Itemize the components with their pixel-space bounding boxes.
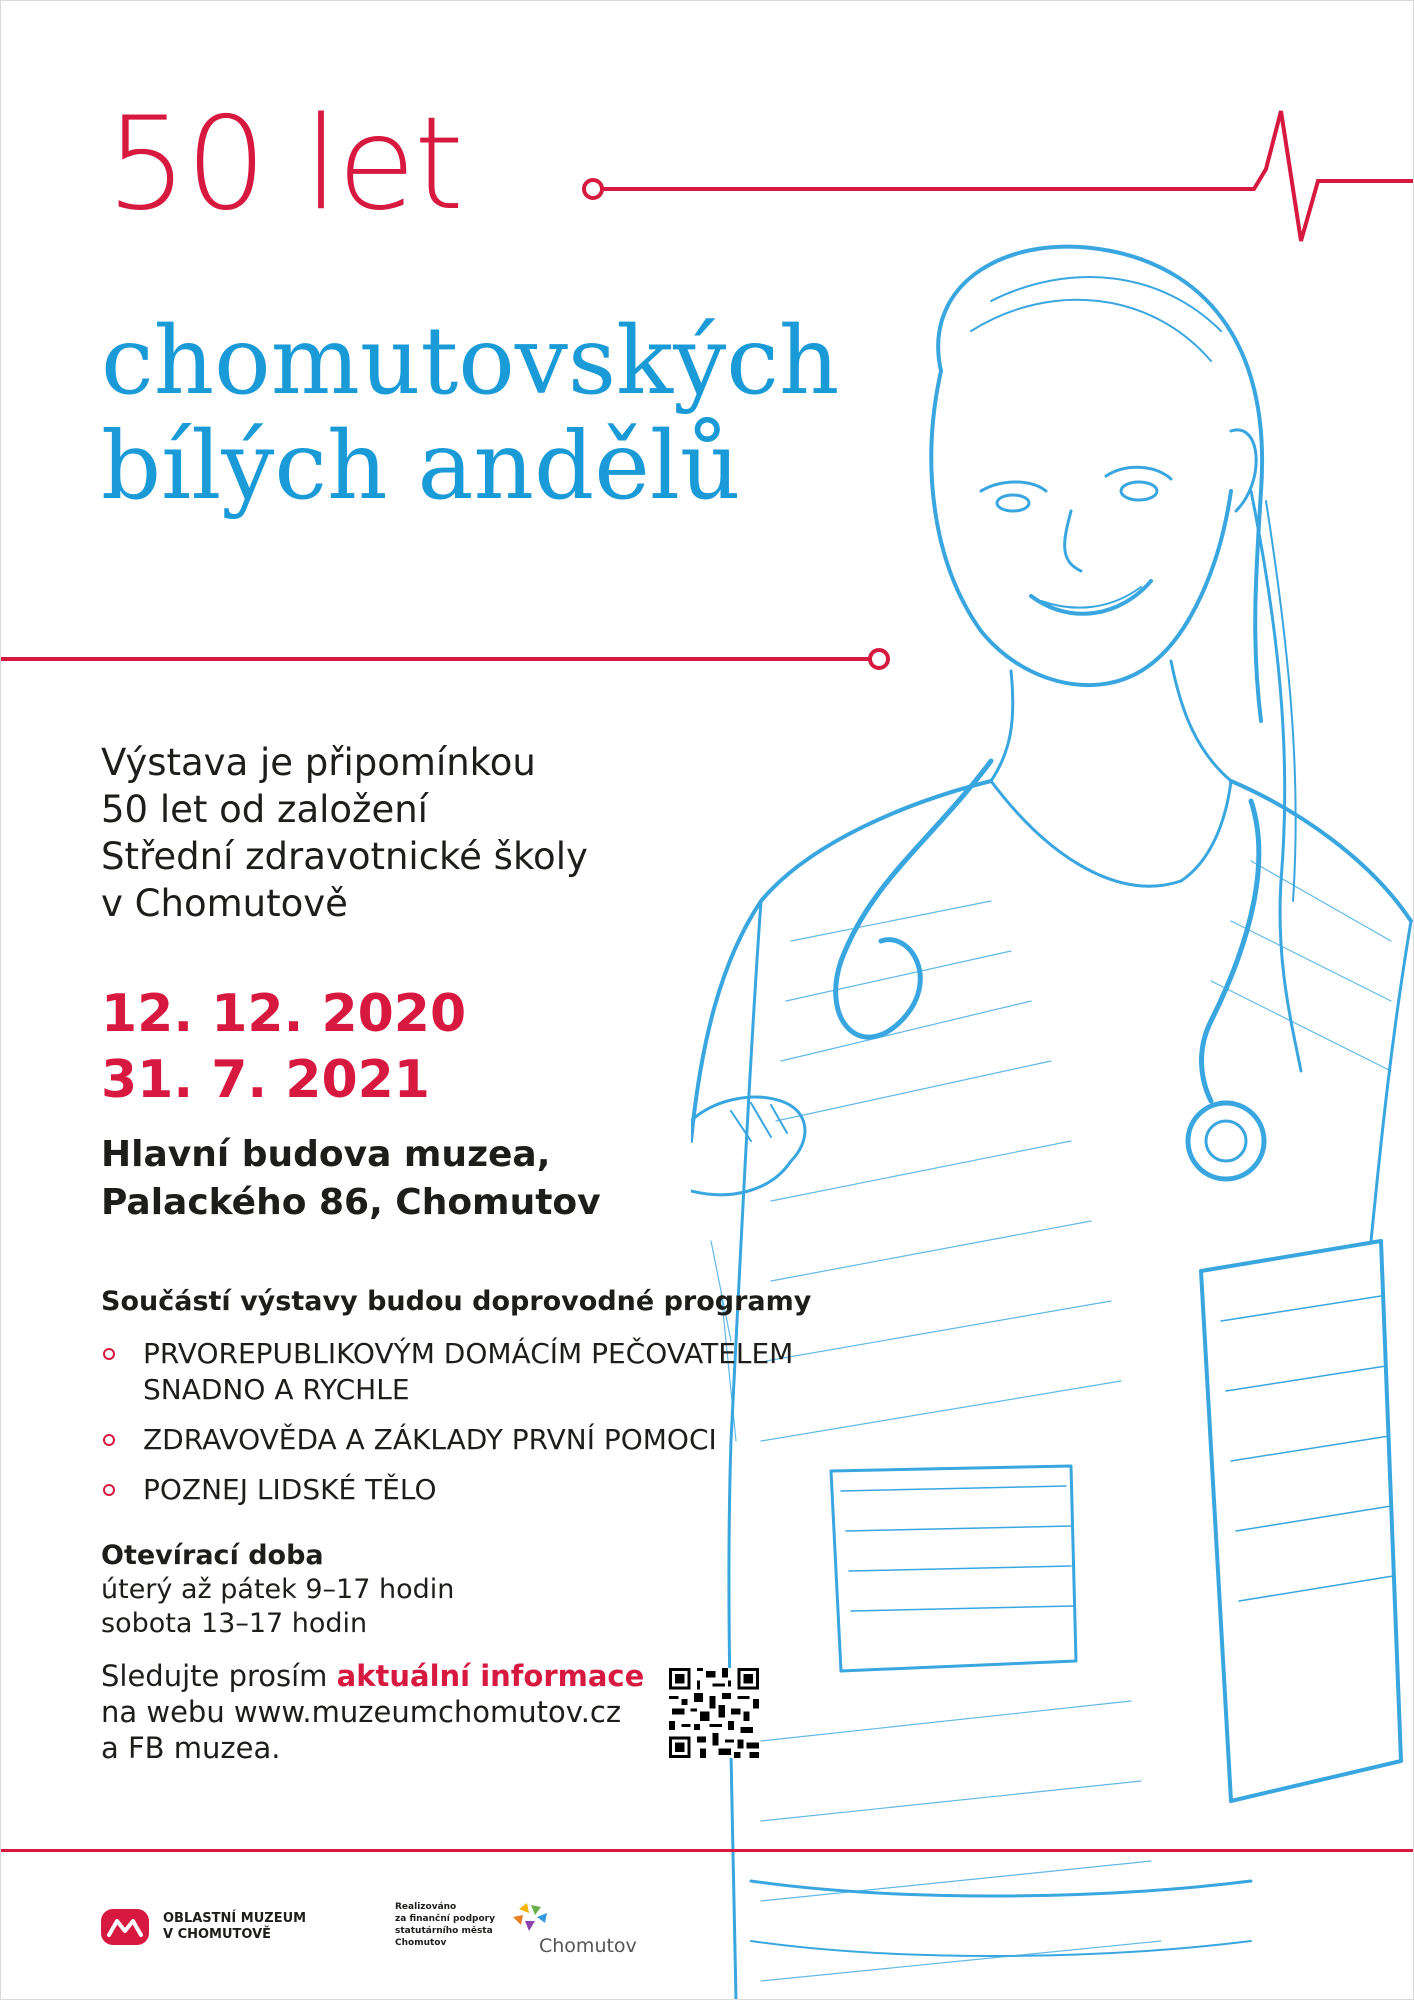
exhibition-dates [101,981,466,1113]
follow-info [101,1658,644,1766]
venue-line: Palackého 86, Chomutov [101,1182,601,1223]
divider-line [1,645,901,675]
bullet-icon [103,1484,115,1496]
title-50-let: 50 let [106,90,463,239]
title-subtitle [101,309,839,520]
bullet-icon [103,1434,115,1446]
programs-list [101,1336,793,1522]
program-text: ZDRAVOVĚDA A ZÁKLADY PRVNÍ POMOCI [143,1423,717,1456]
funding-line: Realizováno [395,1902,457,1912]
follow-accent-link[interactable]: aktuální informace [336,1659,645,1693]
heartbeat-line-icon [576,101,1414,251]
follow-website[interactable]: na webu www.muzeumchomutov.cz [101,1695,622,1729]
follow-fb: a FB muzea. [101,1731,281,1765]
footer-line [1,1849,1414,1852]
list-item [101,1422,793,1458]
museum-name-line: OBLASTNÍ MUZEUM [163,1911,307,1926]
intro-line: v Chomutově [101,882,348,925]
qr-code-icon[interactable] [669,1668,759,1758]
list-item [101,1472,793,1508]
intro-text [101,739,588,927]
intro-line: Výstava je připomínkou [101,741,536,784]
funding-line: za finanční podpory [395,1914,495,1924]
venue [101,1131,601,1227]
funding-line: Chomutov [395,1938,447,1948]
programs-heading: Součástí výstavy budou doprovodné programy [101,1286,812,1317]
intro-line: 50 let od založení [101,788,428,831]
museum-logo-icon [101,1909,149,1945]
opening-hours [101,1539,454,1641]
intro-line: Střední zdravotnické školy [101,835,588,878]
program-text: SNADNO A RYCHLE [143,1373,410,1406]
title-line-3: bílých andělů [101,412,741,522]
hours-heading: Otevírací doba [101,1540,324,1571]
museum-name-line: V CHOMUTOVĚ [163,1927,272,1942]
city-name: Chomutov [539,1935,637,1957]
program-text: PRVOREPUBLIKOVÝM DOMÁCÍM PEČOVATELEM [143,1337,794,1370]
funding-note [395,1901,495,1949]
date-start: 12. 12. 2020 [101,984,467,1044]
list-item [101,1336,793,1408]
bullet-icon [103,1348,115,1360]
funding-line: statutárního města [395,1926,493,1936]
follow-prefix: Sledujte prosím [101,1659,337,1693]
hours-line: sobota 13–17 hodin [101,1608,368,1639]
venue-line: Hlavní budova muzea, [101,1134,551,1175]
hours-line: úterý až pátek 9–17 hodin [101,1574,455,1605]
title-line-2: chomutovských [101,307,840,416]
date-end: 31. 7. 2021 [101,1050,430,1110]
program-text: POZNEJ LIDSKÉ TĚLO [143,1473,437,1506]
museum-name [163,1911,306,1943]
